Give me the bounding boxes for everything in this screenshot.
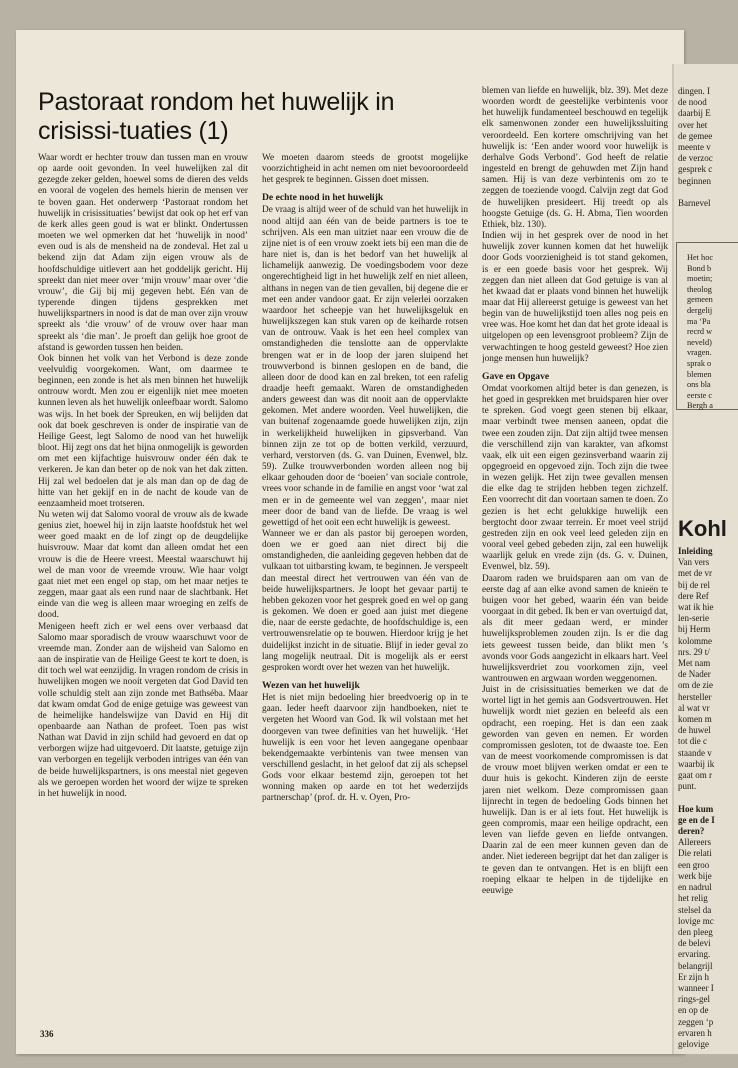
next-page-line: Inleiding — [678, 546, 713, 556]
next-page-line: tot die c — [678, 736, 707, 747]
next-page-line: ma ‘Pa — [687, 316, 711, 326]
next-page-line: ervaren h — [678, 1027, 712, 1038]
next-page-line: staande v — [678, 747, 712, 758]
next-page-line: Die relati — [678, 848, 712, 859]
section-heading-gave: Gave en Opgave — [482, 370, 550, 382]
paragraph: Indien wij in het gesprek over de nood in het huwelijk zover kunnen komen dat het huwelijk door Gods voorzienigheid is tot stand gekomen, is er een goede basis voor het gesprek. Wij zeggen dan niet alleen dat God getuige is van al het kwaad dat er plaats vond binnen het huwelijk maar dat Hij allereerst getuige is geweest van het begin van de huwelijkstijd toen alles nog peis en vree was. Hoe komt het dan dat het grote ideaal is uitgelopen op een levensgroot probleem? Zijn de verwachtingen te hoog gesteld geweest? Hoe zien jonge mensen hun huwelijk? — [482, 231, 668, 364]
next-page-line: het relig — [678, 893, 708, 904]
next-page-line: Van vers — [678, 557, 710, 568]
next-page-line: punt. — [678, 781, 697, 792]
next-page-line: werk bije — [678, 870, 712, 881]
next-page-line: Er zijn h — [678, 971, 709, 982]
next-page-line: len-serie — [678, 613, 709, 624]
next-page-line: de verzoc — [678, 153, 713, 164]
next-page-line: neveld) — [687, 337, 712, 347]
section-heading-wezen: Wezen van het huwelijk — [262, 680, 360, 692]
paragraph: Het is niet mijn bedoeling hier breedvoerig op in te gaan. Ieder heeft daarvoor zijn handboeken, niet te vergeten het Woord van God. Ik wil volstaan met het doorgeven van twee definities van het huwelijk. ‘Het huwelijk is een voor het leven aangegane openbaar bekendgemaakte verbintenis van twee mensen van verschillend geslacht, in het geloof dat zij als schepsel Gods voor elkaar bestemd zijn, geroepen tot het wonning maken op aarde en tot het wederzijds partnerschap’ (prof. dr. H. v. Oyen, Pro- — [262, 693, 468, 804]
next-page-line: gaat om r — [678, 770, 712, 781]
next-page-line: ons bla — [687, 380, 711, 390]
paragraph: Wanneer we er dan als pastor bij geroepen worden, doen we er goed aan niet direct bij die omstandigheden, die aanleiding gegeven hebben dat de vulkaan tot uitbarsting kwam, te beginnen. Je verspeelt dan meestal direct het vertrouwen van één van de beide huwelijkspartners. Je loopt het gevaar partij te hebben gekozen voor het gesprek goed en wel op gang is gekomen. We doen er goed aan juist met diegene die, naar de eerste gedachte, de hoofdschuldige is, een vertrouwensrelatie op te bouwen. Hierdoor krijg je het duidelijkst inzicht in de situatie. Blijf in ieder geval zo lang mogelijk neutraal. Dit is mogelijk als er eerst gesproken wordt over het wezen van het huwelijk. — [262, 529, 468, 673]
next-page-line: nrs. 29 t/ — [678, 646, 710, 657]
next-page-line: waarbij ik — [678, 758, 715, 769]
paragraph: Nu weten wij dat Salomo vooral de vrouw als de kwade genius ziet, hoewel hij in zijn laatste hoofdstuk het wel weer goed maakt en de lof zingt op de deugdelijke huisvrouw. Maar dat komt dan alleen omdat het een vrouw is die de Heere vreest. Meestal waarschuwt hij wel de man voor de vreemde vrouw. Wie haar volgt gaat niet met een engel op stap, om het maar netjes te zeggen, maar gaat als een rund naar de slachtbank. Het einde van die weg is alleen maar wroeging en zelfs de dood. — [38, 510, 248, 621]
next-page-line: vragen. — [687, 348, 712, 358]
next-page-line: met de vr — [678, 568, 712, 579]
next-page-edge — [672, 64, 738, 1054]
page-number: 336 — [40, 1029, 54, 1039]
next-page-line: recrd w — [687, 327, 713, 337]
next-page-line: en nadrul — [678, 882, 712, 893]
next-page-line: om de zie — [678, 680, 713, 691]
next-page-line: komen m — [678, 714, 712, 725]
next-page-line: de huwel — [678, 725, 711, 736]
next-page-line — [678, 792, 715, 803]
section-heading-nood: De echte nood in het huwelijk — [262, 192, 384, 204]
next-page-line: en op de — [678, 1005, 709, 1016]
next-page-line: daarbij E — [678, 108, 711, 119]
paragraph: Juist in de crisissituaties bemerken we dat de wortel ligt in het gemis aan Godsvertrouwen. Het huwelijk wordt niet gezien en beleefd als een opdracht, een roeping. Het is dan een zaak geworden van geven en nemen. Er worden compromissen gesloten, tot de dwaaste toe. Een van de meest voorkomende compromissen is dat de vrouw moet blijven werken omdat er een te duur huis is gekocht. Kinderen zijn de eerste jaren niet welkom. Deze compromissen gaan lijnrecht in tegen de bedoeling Gods binnen het huwelijk. Dan is er al iets fout. Het huwelijk is geen compromis, maar een heilige opdracht, een leven van liefde geven en liefde ontvangen. Daarin zal de een meer kunnen geven dan de ander. Niet iedereen begrijpt dat het dan zaliger is te geven dan te ontvangen. Het is en blijft een roeping elkaar te helpen in de tijdelijke en eeuwige — [482, 685, 668, 896]
column-3 — [482, 86, 668, 1023]
next-page-line: Bergh a — [687, 401, 713, 411]
next-page-headline: Kohl — [678, 516, 727, 541]
next-page-line: gesprek c — [678, 164, 713, 175]
paragraph: Daarom raden we bruidsparen aan om van de eerste dag af aan elke avond samen de knieën te buigen voor het gebed, waarin één van beide voorgaat in dit gebed. Ik ben er van overtuigd dat, als dit meer gedaan werd, er minder huwelijksproblemen zouden zijn. Is er die dag iets geweest tussen beide, dan blikt men ’s avonds voor Gods aangezicht in elkaars hart. Veel huwelijksverdriet zou voorkomen zijn, veel wantrouwen en argwaan worden weggenomen. — [482, 573, 668, 684]
next-page-line: wanneer I — [678, 982, 714, 993]
next-page-line: Het hoc — [687, 253, 714, 262]
next-page-line: een groo — [678, 859, 710, 870]
next-page-line: dergelij — [687, 305, 713, 315]
next-page-line: eerste c — [687, 390, 713, 400]
next-page-line: bij Herm — [678, 624, 711, 635]
next-page-line: zeggen ‘p — [678, 1016, 714, 1027]
next-page-line: ervaring. — [678, 949, 711, 960]
paragraph: Ook binnen het volk van het Verbond is deze zonde veelvuldig voorgekomen. Want, om daarmee te beginnen, een zonde is het als men binnen het huwelijk ontrouw wordt. Men zou er eigenlijk niet mee moeten kunnen leven als het huwelijk onleefbaar wordt. Salomo was wijs. In het boek der Spreuken, en wij belijden dat ook dat boek geschreven is onder de inspiratie van de Heilige Geest, legt Salomo de nood van het huwelijk bloot. Hij zegt ons dat het bijna onmogelijk is geworden om met een kijfachtige huisvrouw onder één dak te verkeren. Je kan dan beter op de nok van het dak zitten. Hij zal wel bedoelen dat je als man dan op de dag de hitte van het gekijf en in de nacht de koude van de eenzaamheid moet trotseren. — [38, 353, 248, 509]
article-title: Pastoraat rondom het huwelijk in crisissi-tuaties (1) — [38, 88, 395, 145]
next-page-boxed-text — [676, 242, 738, 410]
next-page-line: beginnen — [678, 175, 711, 186]
next-page-line: bij de rel — [678, 579, 710, 590]
column-2 — [262, 153, 468, 1023]
next-page-line: gemeen — [687, 295, 713, 305]
next-page-line: deren? — [678, 826, 705, 837]
next-page-line: lovige mc — [678, 915, 714, 926]
next-page-line: Barnevel — [678, 198, 711, 209]
next-page-line: stelsel da — [678, 904, 712, 915]
next-page-line: de nood — [678, 97, 707, 108]
next-page-line — [678, 187, 713, 198]
paragraph: Omdat voorkomen altijd beter is dan genezen, is het goed in gesprekken met bruidsparen hier over te spreken. God voegt geen stenen bij elkaar, maar verbindt twee mensen aaneen, opdat die twee een zouden zijn. Dat zijn altijd twee mensen die verschillend zijn van karakter, van afkomst vaak, elk uit een eigen gezinsverband waarin zij opgegroeid en opgevoed zijn. Toch zijn die twee in wezen gelijk. Het zijn twee gevallen mensen die elke dag te strijden hebben tegen zichzelf. Een voorrecht dit dan voortaan samen te doen. Zo gezien is het echt gelukkige huwelijk een bergtocht door zwaar terrein. Er moet veel strijd gestreden zijn en ook veel leed geleden zijn en vooral veel gebed gebeden zijn, zal een huwelijk waarlijk geluk en vrede zijn (ds. G. v. Duinen, Evenwel, blz. 59). — [482, 383, 668, 573]
next-page-line: dingen. I — [678, 86, 710, 96]
next-page-line: belangrijl — [678, 960, 713, 971]
next-page-line: theolog — [687, 284, 712, 294]
paragraph: Waar wordt er hechter trouw dan tussen man en vrouw op aarde ooit gevonden. In veel huwelijken zal dit gezegde zeker gelden, hoewel soms de dieren des velds en vooral de vogelen des hemels hierin de mensen ver te boven gaan. Het onderwerp ‘Pastoraat rondom het huwelijk in crisissituaties’ bewijst dat ook op het erf van de kerk alles geen goud is wat er blinkt. Ondertussen moeten we wel opmerken dat het ‘huwelijk in nood’ even oud is als de mensheid na de zondeval. Het zal u bekend zijn dat Adam zijn eigen vrouw als de hoofdschuldige uitlevert aan het goddelijk gericht. Hij spreekt dan niet meer over ‘mijn vrouw’ maar over ‘die vrouw’, die Gij bij mij gegeven hebt. Eén van de typerende dingen tijdens gesprekken met huwelijkspartners in nood is dat de man over zijn vrouw spreekt als ‘die vrouw’ of de vrouw over haar man spreekt als ‘die man’. Je proeft dan gelijk hoe groot de afstand is geworden tussen hen beiden. — [38, 153, 248, 353]
next-page-box-lines — [687, 253, 713, 412]
next-page-line: de Nader — [678, 669, 711, 680]
next-page-line: over het — [678, 119, 708, 130]
next-page-line: dere Ref — [678, 590, 709, 601]
next-page-line: hersteller — [678, 691, 712, 702]
next-page-line: meente v — [678, 142, 711, 153]
next-page-line: Bond b — [687, 263, 712, 273]
paragraph: Menigeen heeft zich er wel eens over verbaasd dat Salomo maar sporadisch de vrouw waarschuwt voor de vreemde man. Zonder aan de wijsheid van Salomo en aan de inspiratie van de Heilige Geest te kort te doen, is dit toch wel wat eenzijdig. In vragen rondom de crisis in huwelijken mogen we nooit vergeten dat God David ten volle schuldig stelt aan zijn zonde met Bathséba. Maar dat kwam omdat God de enige getuige was geweest van de heimelijke handelswijze van David en Hij dit openbaarde aan Nathan de profeet. Toen pas wist Nathan wat David in zijn schild had gevoerd en dat op verborgen wijze had uitgevoerd. Dit laatste, getuige zijn van verborgen en tegelijk verboden intriges van één van de beide huwelijkspartners, is ons meestal niet gegeven als we geroepen worden het woord der wijze te spreken in het huwelijk in nood. — [38, 621, 248, 799]
next-page-line: rings-gel — [678, 994, 710, 1005]
column-1 — [38, 153, 248, 1023]
next-page-line: blemen — [687, 369, 712, 379]
next-page-line: sprak o — [687, 358, 712, 368]
next-page-top-text — [678, 86, 713, 209]
next-page-line: de belevi — [678, 938, 711, 949]
next-page-body-text — [678, 546, 715, 1050]
next-page-line: moetin; — [687, 274, 713, 284]
next-page-line: Met nam — [678, 658, 711, 669]
paragraph: We moeten daarom steeds de grootst mogelijke voorzichtigheid in acht nemen om niet bevooroordeeld het gesprek te beginnen. Gissen doet missen. — [262, 153, 468, 186]
next-page-line: gelovige — [678, 1038, 709, 1049]
next-page-line: wat ik hie — [678, 602, 714, 613]
next-page-line: Hoe kum — [678, 803, 714, 814]
next-page-line: ge en de I — [678, 814, 715, 825]
next-page-line: kolomme — [678, 635, 712, 646]
paragraph: De vraag is altijd weer of de schuld van het huwelijk in nood altijd aan één van de beide partners is toe te schrijven. Als een man uitziet naar een vrouw die de zijne niet is of een vrouw zoekt iets bij een man die de hare niet is, dan is het bedorf van het huwelijk al lichamelijk aanwezig. De voedingsbodem voor deze ongerechtigheid ligt in het huwelijk zelf en niet alleen, althans in negen van de tien gevallen, bij degene die er met een ander vandoor gaat. Er zijn velerlei oorzaken waardoor het scheepje van het huwelijksgeluk en huwelijkszegen kan stuk varen op de keiharde rotsen van de ontrouw. Vaak is het een heel complex van omstandigheden die tenslotte aan de oppervlakte brengen wat er in de loop der jaren sluipend het trouwverbond is binnen geslopen en de band, die alleen door de dood kan en zal breken, tot een rafelig draadje heeft gemaakt. Waren de omstandigheden anders geweest dan was dit nooit aan de oppervlakte gekomen. Met andere woorden. Veel huwelijken, die van buitenaf zogenaamde goede huwelijken zijn, zijn in werkelijkheid huwelijken in gipsverband. Van binnen zijn ze tot op de botten verkild, verzuurd, verhard, verstorven (ds. G. van Duinen, Evenwel, blz. 59). Zulke trouwverbonden worden alleen nog bij elkaar gehouden door de ‘boeien’ van sociale controle, vrees voor schande in de familie en angst voor ‘wat zal men er in de gemeente wel van zeggen’, maar niet meer door de band van de liefde. De vraag is wel gewettigd of het ooit een echt huwelijk is geweest. — [262, 205, 468, 528]
paragraph: blemen van liefde en huwelijk, blz. 39). Met deze woorden wordt de geestelijke verbintenis voor het huwelijk fundamenteel beschouwd en tegelijk elk samenwonen zonder een huwelijkssluiting veroordeeld. Een kortere omschrijving van het huwelijk is: ‘Een ander woord voor huwelijk is derhalve Gods Verbond’. God heeft de relatie ingesteld en brengt de gehuwden met Zijn hand samen. Hij is van deze verbintenis om zo te zeggen de toeziende voogd. Calvijn zegt dat God de huwelijken presideert. Hij treedt op als hoogste Getuige (ds. G. H. Abma, Tien woorden Ethiek, blz. 130). — [482, 86, 668, 230]
next-page-line: Allereers — [678, 837, 711, 848]
next-page-line: den pleeg — [678, 926, 713, 937]
next-page-line: al wat vr — [678, 702, 710, 713]
next-page-line: de gemee — [678, 130, 713, 141]
